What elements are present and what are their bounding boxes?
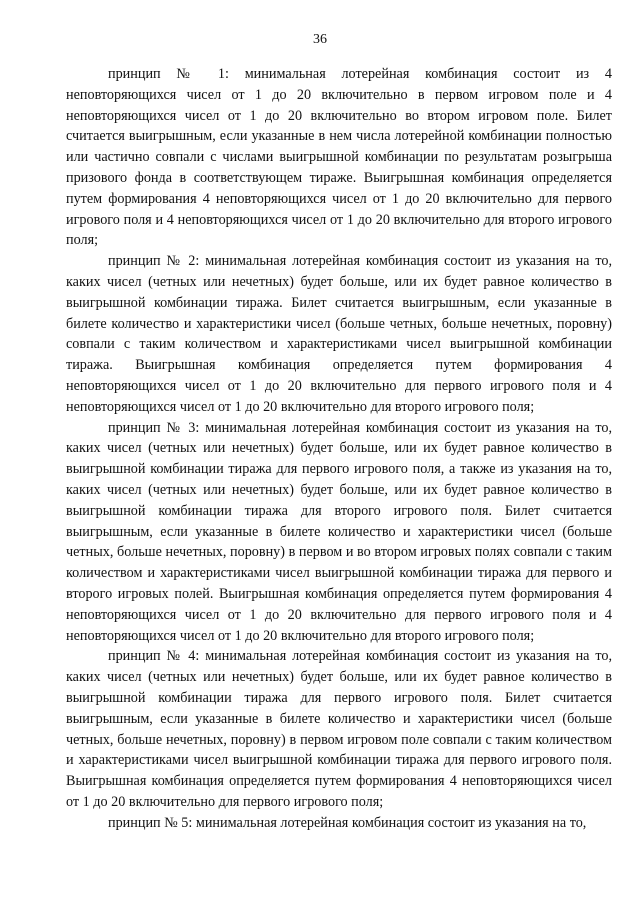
paragraph-principle-5: принцип № 5: минимальная лотерейная комбинация состоит из указания на то,	[108, 814, 587, 831]
paragraph-principle-4: принцип № 4: минимальная лотерейная комбинация состоит из указания на то, каких чисел (четных или нечетных) будет больше, или их будет равное количество в выигрышной комбинации тиража для первого игрового поля. Билет считается выигрышным, если указанные в билете количество и характеристики чисел (больше четных, больше нечетных, поровну) в первом игровом поле совпали с таким количеством и характеристиками чисел выигрышной комбинации тиража для первого игрового поля. Выигрышная комбинация определяется путем формирования 4 неповторяющихся чисел от 1 до 20 включительно для первого игрового поля;	[66, 648, 612, 810]
page-number: 36	[313, 32, 327, 47]
paragraph-principle-1: принцип № 1: минимальная лотерейная комбинация состоит из 4 неповторяющихся чисел от 1 до 20 включительно в первом игровом поле и 4 неповторяющихся чисел от 1 до 20 включительно во втором игровом поле. Билет считается выигрышным, если указанные в нем числа лотерейной комбинации полностью или частично совпали с числами выигрышной комбинации по результатам розыгрыша призового фонда в соответствующем тираже. Выигрышная комбинация определяется путем формирования 4 неповторяющихся чисел от 1 до 20 включительно для первого игрового поля и 4 неповторяющихся чисел от 1 до 20 включительно для второго игрового поля;	[66, 66, 612, 249]
paragraph-principle-3: принцип № 3: минимальная лотерейная комбинация состоит из указания на то, каких чисел (четных или нечетных) будет больше, или их будет равное количество в выигрышной комбинации тиража для первого игрового поля, а также из указания на то, каких чисел (четных или нечетных) будет больше, или их будет равное количество в выигрышной комбинации тиража для второго игрового поля. Билет считается выигрышным, если указанные в билете количество и характеристики чисел (больше четных, больше нечетных, поровну) в первом и во втором игровых полях совпали с таким количеством и характеристиками чисел выигрышной комбинации тиража для первого и второго игровых полей. Выигрышная комбинация определяется путем формирования 4 неповторяющихся чисел от 1 до 20 включительно для первого игрового поля и 4 неповторяющихся чисел от 1 до 20 включительно для второго игрового поля;	[66, 419, 612, 644]
document-body	[66, 64, 612, 833]
paragraph-principle-2: принцип № 2: минимальная лотерейная комбинация состоит из указания на то, каких чисел (четных или нечетных) будет больше, или их будет равное количество в выигрышной комбинации тиража. Билет считается выигрышным, если указанные в билете количество и характеристики чисел (больше четных, больше нечетных, поровну) совпали с таким количеством и характеристиками чисел выигрышной комбинации тиража. Выигрышная комбинация определяется путем формирования 4 неповторяющихся чисел от 1 до 20 включительно для первого игрового поля и 4 неповторяющихся чисел от 1 до 20 включительно для второго игрового поля;	[66, 253, 612, 415]
